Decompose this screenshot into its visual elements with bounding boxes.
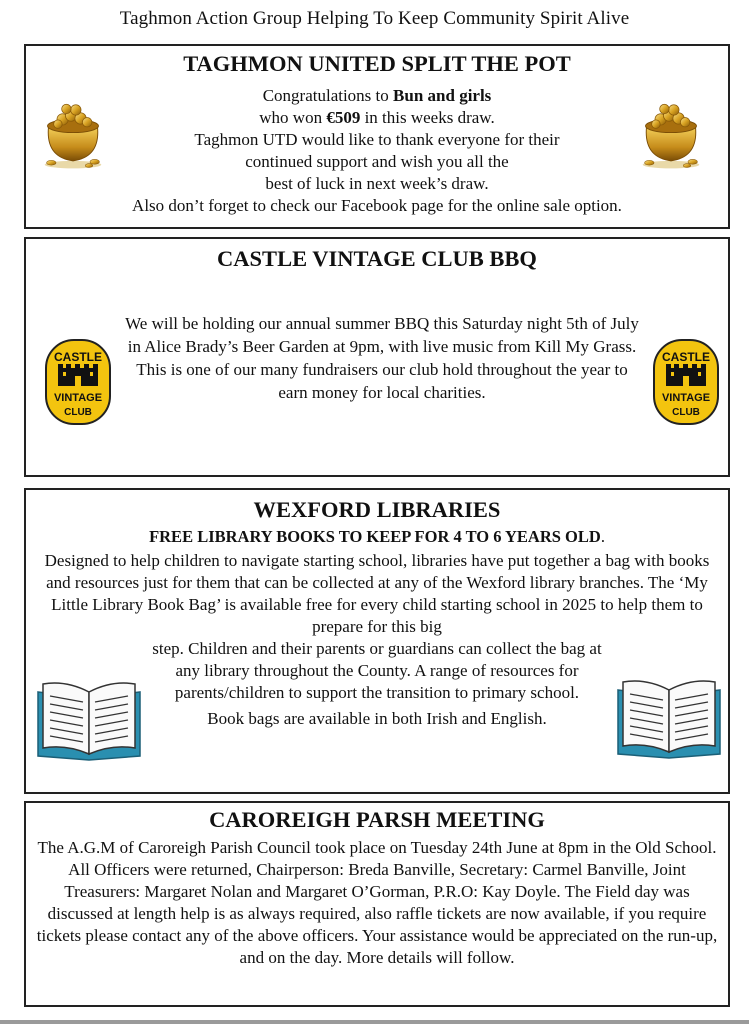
logo-text: VINTAGE (53, 392, 103, 404)
prize-amount: €509 (326, 108, 361, 127)
section-title: CASTLE VINTAGE CLUB BBQ (217, 246, 537, 271)
open-book-icon (614, 670, 724, 760)
body-line: Taghmon UTD would like to thank everyone for their (194, 130, 560, 149)
castle-vintage-club-logo-icon (44, 338, 112, 426)
section-title: WEXFORD LIBRARIES (253, 497, 501, 522)
text-run: who won (259, 108, 327, 127)
logo-text: CLUB (64, 407, 92, 418)
text-run: FREE LIBRARY BOOKS TO KEEP FOR 4 TO 6 YEARS OLD (149, 527, 601, 546)
body-line (26, 85, 728, 107)
section-body: Book bags are available in both Irish and English. (207, 709, 547, 728)
logo-text: VINTAGE (661, 392, 711, 404)
text-run: in this weeks draw. (360, 108, 495, 127)
section-title: TAGHMON UNITED SPLIT THE POT (183, 51, 571, 76)
body-line: best of luck in next week’s draw. (265, 174, 489, 193)
logo-text: CLUB (672, 407, 700, 418)
section-body: The A.G.M of Caroreigh Parish Council took place on Tuesday 24th June at 8pm in the Old School. All Officers were returned, Chairperson: Breda Banville, Secretary: Carmel Banville, Joint Treasurers: Margaret Nolan and Margaret O’Gorman, P.R.O: Kay Doyle. The Field day was discussed at length help is as always required, also raffle tickets are now available, if you require tickets please contact any of the above officers. Your assistance would be appreciated on the run-up, and on the day. More details will follow. (36, 838, 718, 967)
section-body: step. Children and their parents or guardians can collect the bag at any library throughout the County. A range of resources for parents/children to support the transition to primary school. (152, 639, 602, 702)
section-title: CAROREIGH PARSH MEETING (209, 807, 545, 832)
section-subtitle (26, 527, 728, 547)
castle-vintage-club-logo-icon (652, 338, 720, 426)
section-wexford-libraries (24, 488, 730, 794)
logo-text: CASTLE (54, 350, 102, 364)
winner-name: Bun and girls (393, 86, 492, 105)
open-book-icon (34, 672, 144, 762)
section-body (26, 85, 728, 217)
section-body: Designed to help children to navigate starting school, libraries have put together a bag with books and resources just for them that can be collected at any of the Wexford library branches. The ‘My Little Library Book Bag’ is available free for every child starting school in 2025 to help them to prepare for this big (44, 551, 710, 636)
logo-text: CASTLE (662, 350, 710, 364)
section-body: We will be holding our annual summer BBQ this Saturday night 5th of July in Alice Brady’s Beer Garden at 9pm, with live music from Kill My Grass. This is one of our many fundraisers our club hold throughout the year to earn money for local charities. (125, 314, 639, 402)
body-line (26, 107, 728, 129)
body-line: Also don’t forget to check our Facebook page for the online sale option. (132, 196, 622, 215)
section-caroreigh-parish-meeting (24, 801, 730, 1007)
pot-of-gold-icon (638, 98, 704, 170)
text-run: Congratulations to (262, 86, 394, 105)
body-line: continued support and wish you all the (245, 152, 509, 171)
page-bottom-rule (0, 1020, 749, 1024)
pot-of-gold-icon (40, 98, 106, 170)
text-run: . (600, 527, 605, 546)
page-header: Taghmon Action Group Helping To Keep Community Spirit Alive (119, 8, 630, 29)
section-split-the-pot (24, 44, 730, 229)
section-castle-vintage-bbq (24, 237, 730, 477)
